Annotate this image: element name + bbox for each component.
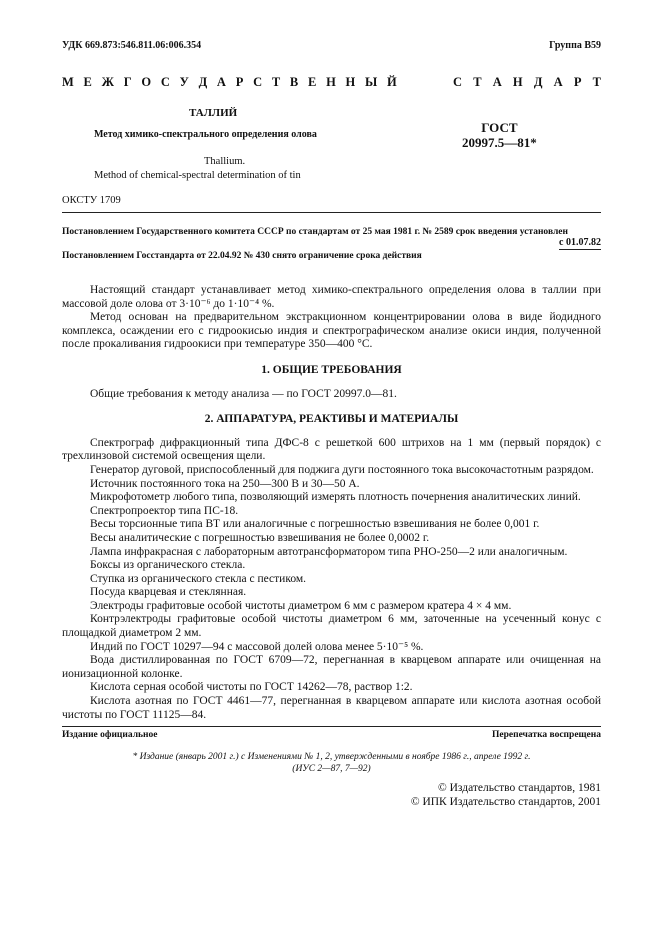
banner-letter: Е (83, 75, 92, 89)
edition-footnote (62, 751, 601, 775)
reprint-notice: Перепечатка воспрещена (491, 730, 601, 741)
document-body (62, 284, 601, 722)
divider (62, 212, 601, 213)
document-page (62, 40, 601, 809)
section-heading: 2. АППАРАТУРА, РЕАКТИВЫ И МАТЕРИАЛЫ (204, 413, 459, 426)
banner-letter: Т (473, 75, 482, 89)
list-item: Спектропроектор типа ПС-18. (90, 504, 239, 517)
official-edition: Издание официальное (62, 730, 158, 741)
banner-letter: Д (198, 75, 208, 89)
copyright-line: © ИПК Издательство стандартов, 2001 (410, 796, 601, 809)
footer-row (62, 726, 601, 740)
banner-letter: Г (123, 75, 132, 89)
list-item: Спектрограф дифракционный типа ДФС-8 с решеткой 600 штрихов на 1 мм (первый порядок) с трехлинзовой системой освещения щели. (62, 436, 601, 463)
banner-letter: А (216, 75, 226, 89)
banner-word-mezhgosudarstvenny (62, 75, 397, 90)
banner-letter: Е (307, 75, 317, 89)
banner-letter: В (289, 75, 299, 89)
section-heading: 1. ОБЩИЕ ТРЕБОВАНИЯ (261, 363, 402, 376)
list-item: Весы торсионные типа ВТ или аналогичные с погрешностью взвешивания не более 0,001 г. (90, 518, 540, 531)
list-item: Источник постоянного тока на 250—300 В и 30—50 А. (90, 477, 360, 490)
list-item: Вода дистиллированная по ГОСТ 6709—72, перегнанная в кварцевом аппарате или очищенная на ионизационной колонке. (62, 654, 601, 680)
footnote-line: * Издание (январь 2001 г.) с Изменениями № 1, 2, утвержденными в ноябре 1986 г., апреле 1992 г. (132, 752, 531, 763)
method-title-en: Method of chemical-spectral determination of tin (94, 170, 301, 181)
list-item: Контрэлектроды графитовые особой чистоты диаметром 6 мм, заточенные на усеченный конус с площадкой диаметром 2 мм. (62, 613, 601, 640)
decree-text: Постановлением Государственного комитета СССР по стандартам от 25 мая 1981 г. № 2589 срок введения установлен (62, 227, 568, 237)
banner-word-standart (453, 75, 601, 90)
list-item: Микрофотометр любого типа, позволяющий измерять плотность почернения аналитических линий. (90, 491, 581, 504)
banner-letter: С (160, 75, 170, 89)
banner-letter: Ы (365, 75, 378, 89)
banner-letter: Н (345, 75, 356, 89)
banner-letter: Т (271, 75, 281, 89)
standard-banner (62, 75, 601, 90)
banner-letter: Н (512, 75, 523, 89)
copyright-block (62, 781, 601, 809)
banner-letter: Н (326, 75, 336, 89)
list-item: Лампа инфракрасная с лабораторным автотрансформатором типа РНО-250—2 или аналогичным. (90, 545, 568, 558)
list-item: Весы аналитические с погрешностью взвешивания не более 0,0002 г. (90, 531, 430, 544)
gost-label: ГОСТ (481, 120, 518, 135)
paragraph: Метод основан на предварительном экстракционном концентрировании олова в виде йодидного комплекса, осаждении его с гидроокисью индия и спектрографическом анализе окиси индия, полученной после прокаливания гидроокиси при температуре 350—400 °С. (62, 311, 601, 351)
title-block (62, 107, 601, 185)
banner-letter: Т (592, 75, 601, 89)
banner-letter: У (179, 75, 189, 89)
banner-letter: Р (235, 75, 244, 89)
list-item: Генератор дуговой, приспособленный для поджига дуги постоянного тока высокочастотным разрядом. (90, 463, 594, 476)
list-item: Кислота серная особой чистоты по ГОСТ 14262—78, раствор 1:2. (90, 681, 413, 694)
header-row (62, 40, 601, 51)
banner-letter: М (62, 75, 74, 89)
copyright-line: © Издательство стандартов, 1981 (437, 782, 601, 795)
oksty-code: ОКСТУ 1709 (62, 195, 121, 206)
banner-letter: Р (573, 75, 582, 89)
banner-letter: А (492, 75, 502, 89)
banner-letter: С (453, 75, 463, 89)
udk-code: УДК 669.873:546.811.06:006.354 (62, 40, 202, 51)
list-item: Посуда кварцевая и стеклянная. (90, 586, 247, 599)
banner-letter: А (553, 75, 563, 89)
paragraph: Настоящий стандарт устанавливает метод химико-спектрального определения олова в таллии при массовой доле олова от 3·10⁻⁶ до 1·10⁻⁴ %. (62, 284, 601, 310)
decree-date-value: с 01.07.82 (559, 237, 601, 248)
banner-letter: Ж (101, 75, 114, 89)
list-item: Боксы из органического стекла. (90, 559, 246, 572)
list-item: Индий по ГОСТ 10297—94 с массовой долей олова менее 5·10⁻⁵ %. (90, 640, 424, 653)
group-code: Группа В59 (549, 40, 601, 51)
list-item: Ступка из органического стекла с пестиком. (90, 572, 307, 585)
method-title-ru: Метод химико-спектрального определения олова (94, 129, 317, 140)
banner-letter: С (253, 75, 263, 89)
decree-text-2: Постановлением Госстандарта от 22.04.92 № 430 снято ограничение срока действия (62, 251, 422, 261)
paragraph: Общие требования к методу анализа — по ГОСТ 20997.0—81. (90, 387, 397, 400)
banner-letter: Д (533, 75, 543, 89)
list-item: Кислота азотная по ГОСТ 4461—77, перегнанная в кварцевом аппарате или кислота азотная особой чистоты по ГОСТ 11125—84. (62, 695, 601, 721)
standard-title: ТАЛЛИЙ (189, 107, 238, 119)
title-en: Thallium. (204, 156, 246, 167)
gost-number: 20997.5—81* (462, 135, 537, 150)
gost-designation (462, 120, 537, 150)
banner-letter: О (141, 75, 152, 89)
list-item: Электроды графитовые особой чистоты диаметром 6 мм с размером кратера 4 × 4 мм. (90, 599, 512, 612)
footnote-line: (ИУС 2—87, 7—92) (292, 764, 371, 775)
banner-letter: Й (387, 75, 397, 89)
